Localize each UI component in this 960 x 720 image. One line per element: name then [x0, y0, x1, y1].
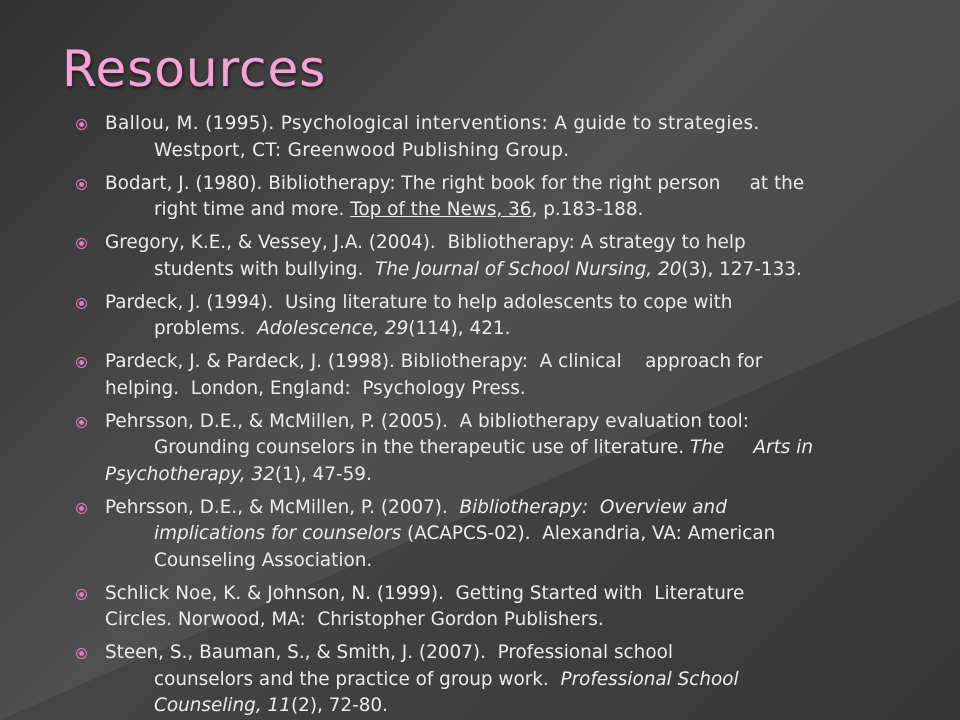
ref-line: Steen, S., Bauman, S., & Smith, J. (2007). Professional school	[105, 642, 673, 663]
ref-line	[105, 257, 906, 284]
circle-bullet-icon	[76, 417, 87, 428]
circle-bullet-icon	[76, 648, 87, 659]
ref-line: Bodart, J. (1980). Bibliotherapy: The right book for the right person at the	[105, 172, 805, 194]
ref-line	[105, 495, 906, 522]
ref-book-title: implications for counselors	[154, 523, 402, 544]
ref-source-link: Top of the News, 36	[350, 199, 532, 220]
circle-bullet-icon	[76, 119, 87, 130]
circle-bullet-icon	[76, 179, 87, 190]
reference-item	[76, 581, 906, 634]
ref-text: Pehrsson, D.E., & McMillen, P. (2007).	[105, 496, 460, 518]
ref-journal: Adolescence, 29	[257, 318, 409, 339]
circle-bullet-icon	[76, 298, 87, 309]
ref-text: (ACAPCS-02). Alexandria, VA: American	[401, 523, 776, 544]
ref-journal: The Journal of School Nursing, 20	[375, 258, 682, 280]
reference-item	[76, 171, 906, 224]
ref-journal: The Arts in	[690, 437, 813, 458]
ref-book-title: Bibliotherapy: Overview and	[459, 496, 727, 518]
ref-line: Pehrsson, D.E., & McMillen, P. (2005). A bibliotherapy evaluation tool:	[105, 410, 749, 432]
ref-line: Gregory, K.E., & Vessey, J.A. (2004). Bibliotherapy: A strategy to help	[105, 232, 746, 253]
ref-line: Circles. Norwood, MA: Christopher Gordon Publishers.	[105, 609, 604, 630]
reference-item	[76, 111, 906, 164]
reference-item	[76, 409, 906, 489]
ref-text: Grounding counselors in the therapeutic use of literature.	[154, 437, 690, 458]
ref-text: students with bullying.	[154, 258, 376, 280]
reference-item	[76, 640, 906, 720]
reference-item	[76, 349, 906, 402]
ref-line	[105, 435, 906, 462]
ref-text: (1), 47-59.	[274, 463, 372, 485]
reference-item	[76, 290, 906, 343]
ref-line	[105, 462, 906, 489]
ref-journal: Psychotherapy, 32	[105, 463, 275, 485]
reference-item	[76, 495, 906, 575]
ref-line: Ballou, M. (1995). Psychological interventions: A guide to strategies.	[105, 113, 760, 134]
ref-line: Pardeck, J. & Pardeck, J. (1998). Bibliotherapy: A clinical approach for	[105, 351, 763, 372]
ref-text: , p.183-188.	[531, 199, 644, 220]
slide-title: Resources	[62, 40, 327, 98]
ref-line: Pardeck, J. (1994). Using literature to help adolescents to cope with	[105, 291, 733, 313]
ref-line: Counseling Association.	[154, 549, 373, 571]
ref-line	[105, 667, 906, 694]
circle-bullet-icon	[76, 357, 87, 368]
ref-text: counselors and the practice of group work.	[154, 668, 561, 690]
ref-journal: Counseling, 11	[154, 695, 291, 716]
ref-line: Westport, CT: Greenwood Publishing Group.	[154, 139, 570, 161]
circle-bullet-icon	[76, 238, 87, 249]
ref-text: right time and more.	[154, 199, 351, 220]
reference-item	[76, 230, 906, 283]
ref-text: (114), 421.	[408, 318, 511, 339]
circle-bullet-icon	[76, 503, 87, 514]
ref-line	[105, 521, 906, 548]
ref-line: helping. London, England: Psychology Press.	[105, 377, 526, 399]
ref-line	[105, 197, 906, 224]
circle-bullet-icon	[76, 589, 87, 600]
ref-line	[105, 316, 906, 343]
ref-line	[105, 693, 906, 720]
ref-journal: Professional School	[560, 668, 739, 690]
ref-text: (2), 72-80.	[290, 695, 388, 716]
reference-list	[76, 111, 906, 720]
ref-text: problems.	[154, 318, 258, 339]
ref-text: (3), 127-133.	[681, 258, 802, 280]
ref-line: Schlick Noe, K. & Johnson, N. (1999). Getting Started with Literature	[105, 582, 745, 604]
